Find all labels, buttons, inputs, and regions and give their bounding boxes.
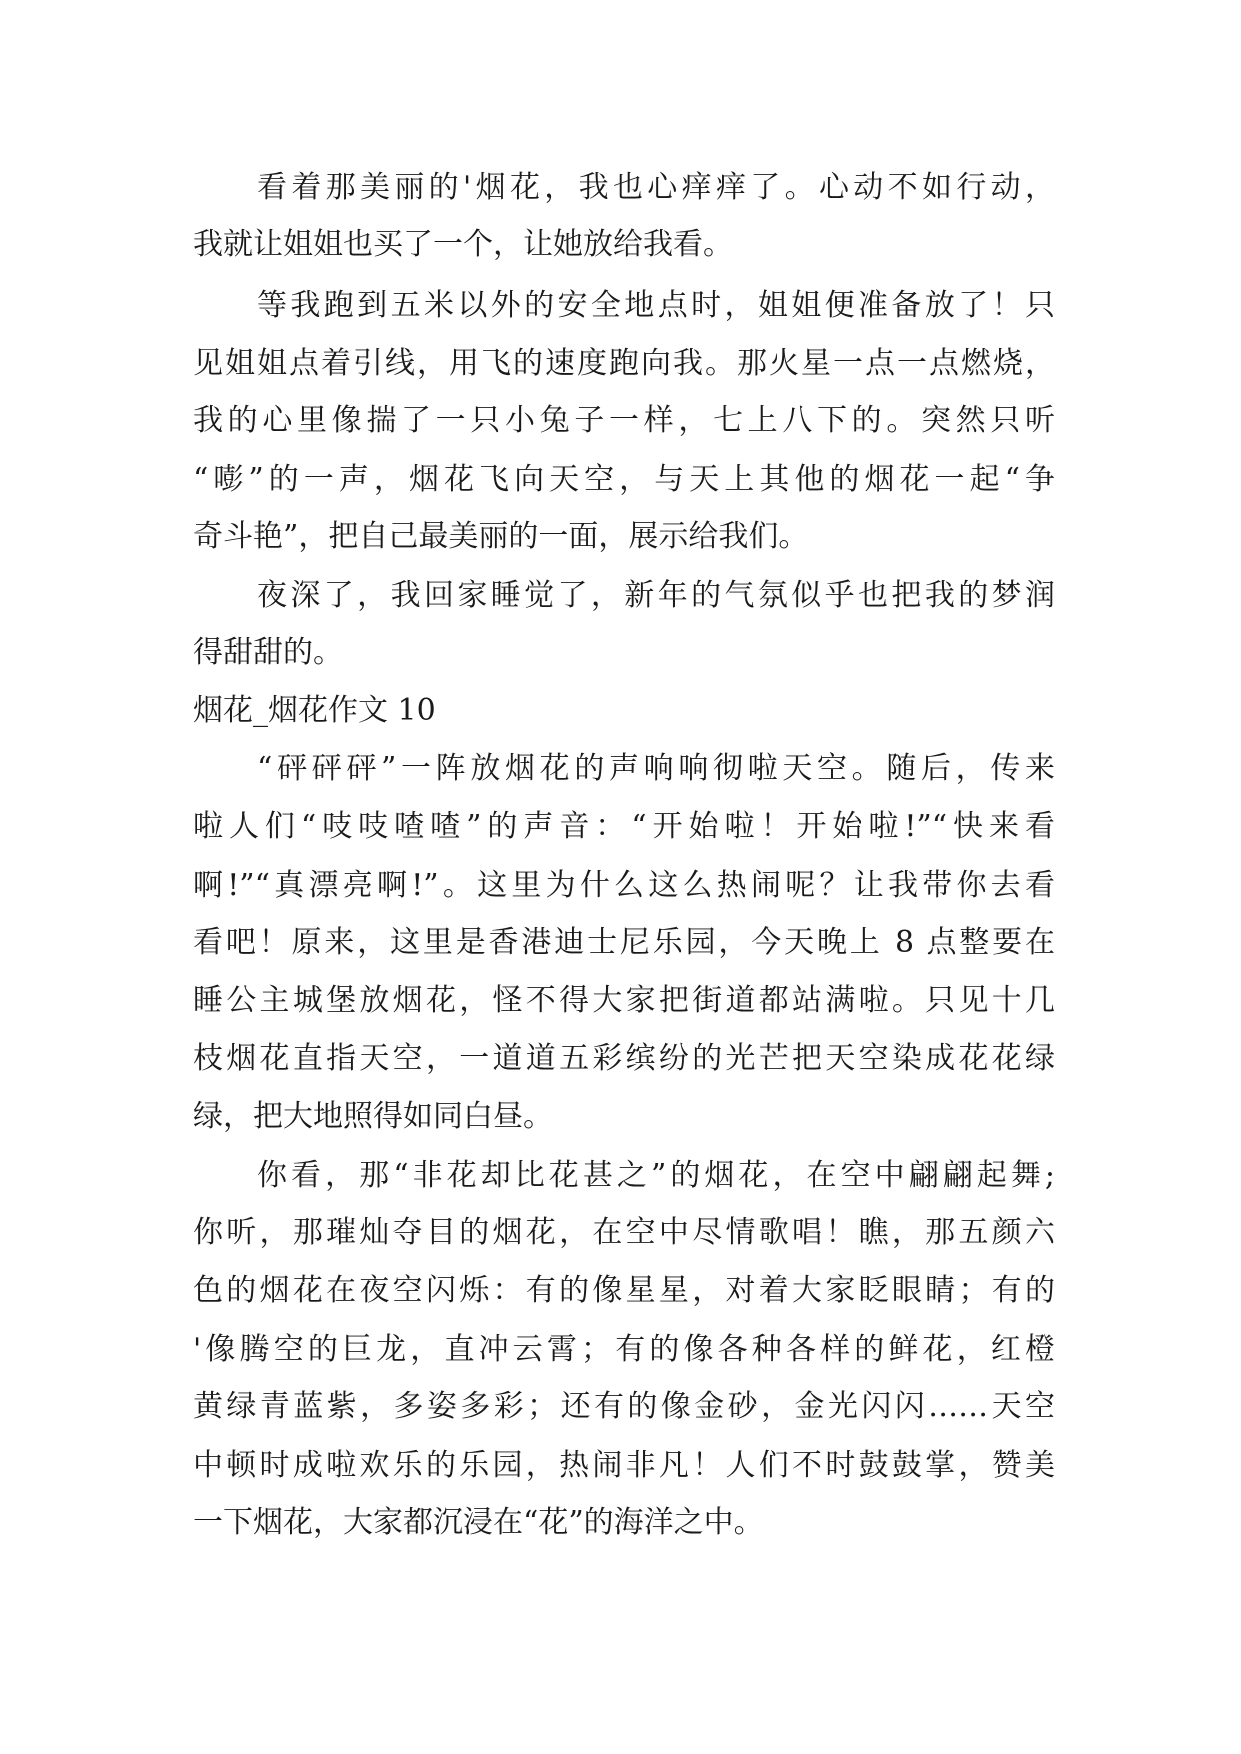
paragraph-2-line-3: 我的心里像揣了一只小兔子一样，七上八下的。突然只听 <box>193 403 1055 438</box>
section-title: 烟花_烟花作文 10 <box>193 693 436 728</box>
paragraph-2-line-5: 奇斗艳”，把自己最美丽的一面，展示给我们。 <box>193 519 809 554</box>
paragraph-2-line-4: “嘭”的一声，烟花飞向天空，与天上其他的烟花一起“争 <box>193 462 1055 497</box>
paragraph-5-line-5: 黄绿青蓝紫，多姿多彩；还有的像金砂，金光闪闪……天空 <box>193 1389 1055 1424</box>
paragraph-3-line-2: 得甜甜的。 <box>193 635 343 670</box>
paragraph-3-line-1: 夜深了，我回家睡觉了，新年的气氛似乎也把我的梦润 <box>257 578 1055 613</box>
paragraph-2-line-1: 等我跑到五米以外的安全地点时，姐姐便准备放了！只 <box>257 288 1055 323</box>
paragraph-5-line-2: 你听，那璀灿夺目的烟花，在空中尽情歌唱！瞧，那五颜六 <box>193 1215 1055 1250</box>
paragraph-4-line-1: “砰砰砰”一阵放烟花的声响响彻啦天空。随后，传来 <box>257 751 1055 786</box>
paragraph-5-line-4: '像腾空的巨龙，直冲云霄；有的像各种各样的鲜花，红橙 <box>193 1332 1055 1367</box>
paragraph-4-line-2: 啦人们“吱吱喳喳”的声音：“开始啦！开始啦!”“快来看 <box>193 809 1055 844</box>
paragraph-4-line-5: 睡公主城堡放烟花，怪不得大家把街道都站满啦。只见十几 <box>193 983 1055 1018</box>
paragraph-4-line-6: 枝烟花直指天空，一道道五彩缤纷的光芒把天空染成花花绿 <box>193 1041 1055 1076</box>
paragraph-1-line-2: 我就让姐姐也买了一个，让她放给我看。 <box>193 227 733 262</box>
paragraph-5-line-6: 中顿时成啦欢乐的乐园，热闹非凡！人们不时鼓鼓掌，赞美 <box>193 1448 1055 1483</box>
paragraph-4-line-4: 看吧！原来，这里是香港迪士尼乐园，今天晚上 8 点整要在 <box>193 925 1055 960</box>
paragraph-5-line-7: 一下烟花，大家都沉浸在“花”的海洋之中。 <box>193 1505 764 1540</box>
paragraph-5-line-3: 色的烟花在夜空闪烁：有的像星星，对着大家眨眼睛；有的 <box>193 1273 1055 1308</box>
paragraph-2-line-2: 见姐姐点着引线，用飞的速度跑向我。那火星一点一点燃烧， <box>193 346 1055 381</box>
paragraph-5-line-1: 你看，那“非花却比花甚之”的烟花，在空中翩翩起舞; <box>257 1158 1055 1193</box>
paragraph-4-line-3: 啊!”“真漂亮啊!”。这里为什么这么热闹呢？让我带你去看 <box>193 868 1055 903</box>
paragraph-4-line-7: 绿，把大地照得如同白昼。 <box>193 1099 553 1134</box>
paragraph-1-line-1: 看着那美丽的'烟花，我也心痒痒了。心动不如行动， <box>257 170 1055 205</box>
